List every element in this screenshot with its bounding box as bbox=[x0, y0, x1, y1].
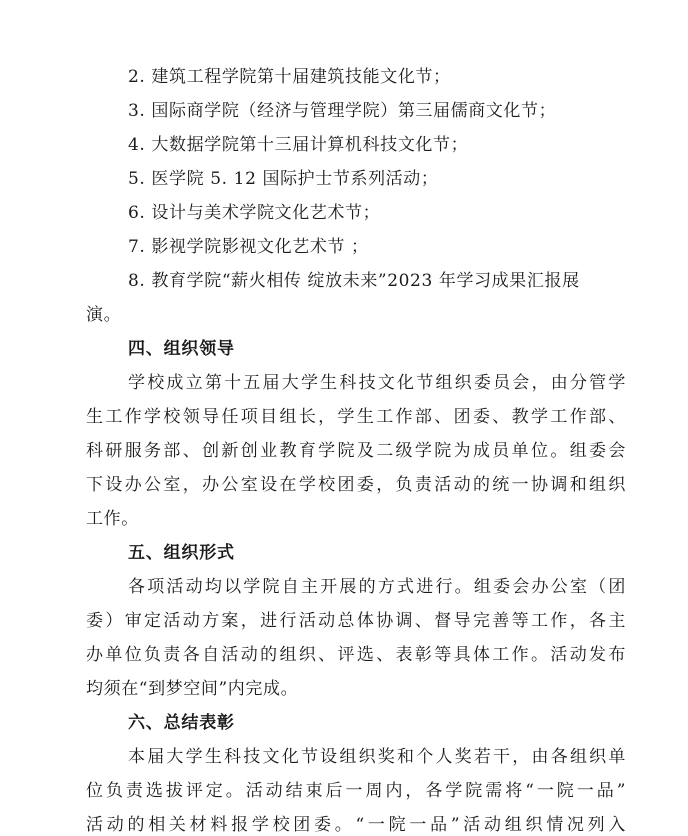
section-4-paragraph-line: 学校成立第十五届大学生科技文化节组织委员会，由分管学 bbox=[128, 373, 626, 393]
section-5-paragraph-line: 委）审定活动方案，进行活动总体协调、督导完善等工作，各主 bbox=[86, 611, 626, 631]
list-item-4: 4. 大数据学院第十三届计算机科技文化节； bbox=[128, 135, 469, 155]
section-5-paragraph-line: 各项活动均以学院自主开展的方式进行。组委会办公室（团 bbox=[128, 577, 626, 597]
section-5-paragraph-line: 均须在“到梦空间”内完成。 bbox=[86, 679, 299, 699]
list-item-2: 2. 建筑工程学院第十届建筑技能文化节； bbox=[128, 67, 451, 87]
section-6-paragraph-line: 活动的相关材料报学校团委。“一院一品”活动组织情况列入 bbox=[86, 815, 626, 835]
list-item-8-line-1: 8. 教育学院“薪火相传 绽放未来”2023 年学习成果汇报展 bbox=[128, 271, 580, 291]
section-4-heading: 四、组织领导 bbox=[128, 339, 235, 359]
list-item-6: 6. 设计与美术学院文化艺术节； bbox=[128, 203, 381, 223]
section-4-paragraph-line: 下设办公室，办公室设在学校团委，负责活动的统一协调和组织 bbox=[86, 475, 626, 495]
list-item-8-line-2: 演。 bbox=[86, 305, 122, 325]
list-item-3: 3. 国际商学院（经济与管理学院）第三届儒商文化节； bbox=[128, 101, 557, 121]
section-5-paragraph-line: 办单位负责各自活动的组织、评选、表彰等具体工作。活动发布 bbox=[86, 645, 626, 665]
section-6-paragraph-line: 本届大学生科技文化节设组织奖和个人奖若干，由各组织单 bbox=[128, 747, 626, 767]
section-4-paragraph-line: 工作。 bbox=[86, 509, 139, 529]
section-6-paragraph-line: 位负责选拔评定。活动结束后一周内，各学院需将“一院一品” bbox=[86, 781, 626, 801]
section-4-paragraph-line: 生工作学校领导任项目组长，学生工作部、团委、教学工作部、 bbox=[86, 407, 626, 427]
list-item-5: 5. 医学院 5. 12 国际护士节系列活动； bbox=[128, 169, 439, 189]
list-item-7: 7. 影视学院影视文化艺术节 ； bbox=[128, 237, 369, 257]
section-5-heading: 五、组织形式 bbox=[128, 543, 235, 563]
section-4-paragraph-line: 科研服务部、创新创业教育学院及二级学院为成员单位。组委会 bbox=[86, 441, 626, 461]
section-6-heading: 六、总结表彰 bbox=[128, 713, 235, 733]
